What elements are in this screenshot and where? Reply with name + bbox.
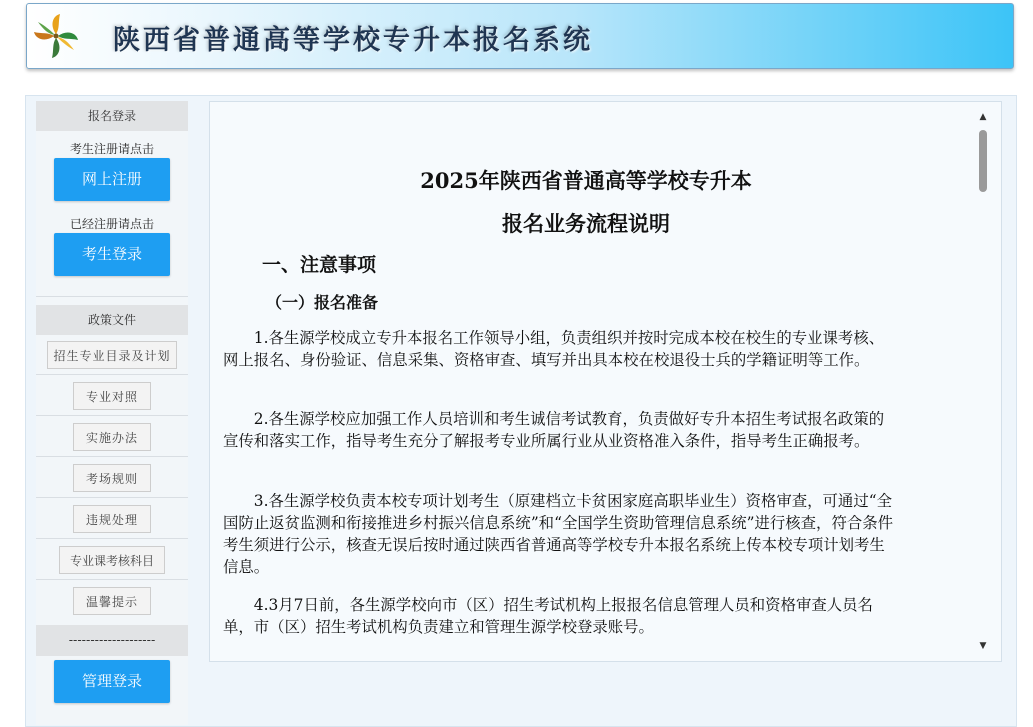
system-title: 陕西省普通高等学校专升本报名系统 <box>113 25 593 56</box>
admin-login-button[interactable]: 管理登录 <box>54 660 170 703</box>
document-title: 2025年陕西省普通高等学校专升本 <box>420 168 752 193</box>
sidebar-divider <box>36 538 188 539</box>
paragraph: 1.各生源学校成立专升本报名工作领导小组，负责组织并按时完成本校在校生的专业课考核、网上报名、身份验证、信息采集、资格审查、填写并出具本校在校退役士兵的学籍证明等工作。 <box>223 329 885 369</box>
sidebar-divider <box>36 296 188 297</box>
scrollbar-thumb[interactable] <box>979 130 987 192</box>
student-login-button[interactable]: 考生登录 <box>54 233 170 276</box>
sidebar-dash-divider: -------------------- <box>36 625 188 656</box>
policy-reminder-button[interactable]: 温馨提示 <box>73 587 151 615</box>
policy-exam-rules-button[interactable]: 考场规则 <box>73 464 151 492</box>
header-banner <box>26 3 1014 69</box>
paragraph: 3.各生源学校负责本校专项计划考生（原建档立卡贫困家庭高职毕业生）资格审查，可通过“全国防止返贫监测和衔接推进乡村振兴信息系统”和“全国学生资助管理信息系统”进行核查，符合条件考生须进行公示，核查无误后按时通过陕西省普通高等学校专升本报名系统上传本校专项计划考生信息。 <box>223 492 894 576</box>
login-hint: 已经注册请点击 <box>69 217 154 231</box>
sidebar-divider <box>36 497 188 498</box>
policy-enrollment-catalog-button[interactable]: 招生专业目录及计划 <box>47 341 177 369</box>
sidebar-divider <box>36 579 188 580</box>
scroll-down-arrow-icon[interactable]: ▼ <box>979 641 987 651</box>
paragraph: 2.各生源学校应加强工作人员培训和考生诚信考试教育，负责做好专升本招生考试报名政策的宣传和落实工作，指导考生充分了解报考专业所属行业从业资格准入条件，指导考生正确报考。 <box>223 410 885 450</box>
policy-major-mapping-button[interactable]: 专业对照 <box>73 382 151 410</box>
online-register-button[interactable]: 网上注册 <box>54 158 170 201</box>
paragraph: 4.3月7日前，各生源学校向市（区）招生考试机构上报报名信息管理人员和资格审查人员名单，市（区）招生考试机构负责建立和管理生源学校登录账号。 <box>223 596 873 636</box>
document-panel <box>209 101 1002 662</box>
policy-exam-subjects-button[interactable]: 专业课考核科目 <box>59 546 165 574</box>
section-heading: 一、注意事项 <box>262 254 377 276</box>
sidebar-divider <box>36 456 188 457</box>
policy-violation-button[interactable]: 违规处理 <box>73 505 151 533</box>
register-section-header: 报名登录 <box>36 101 188 131</box>
subsection-heading: （一）报名准备 <box>266 293 379 312</box>
policy-implementation-button[interactable]: 实施办法 <box>73 423 151 451</box>
sidebar <box>36 101 188 725</box>
policy-section-header: 政策文件 <box>36 305 188 335</box>
scroll-up-arrow-icon[interactable]: ▲ <box>979 112 987 122</box>
sidebar-divider <box>36 415 188 416</box>
pinwheel-logo-icon <box>33 13 79 59</box>
document-subtitle: 报名业务流程说明 <box>502 211 670 236</box>
document-scrollbar[interactable] <box>976 110 990 653</box>
register-hint: 考生注册请点击 <box>69 142 154 156</box>
sidebar-divider <box>36 374 188 375</box>
